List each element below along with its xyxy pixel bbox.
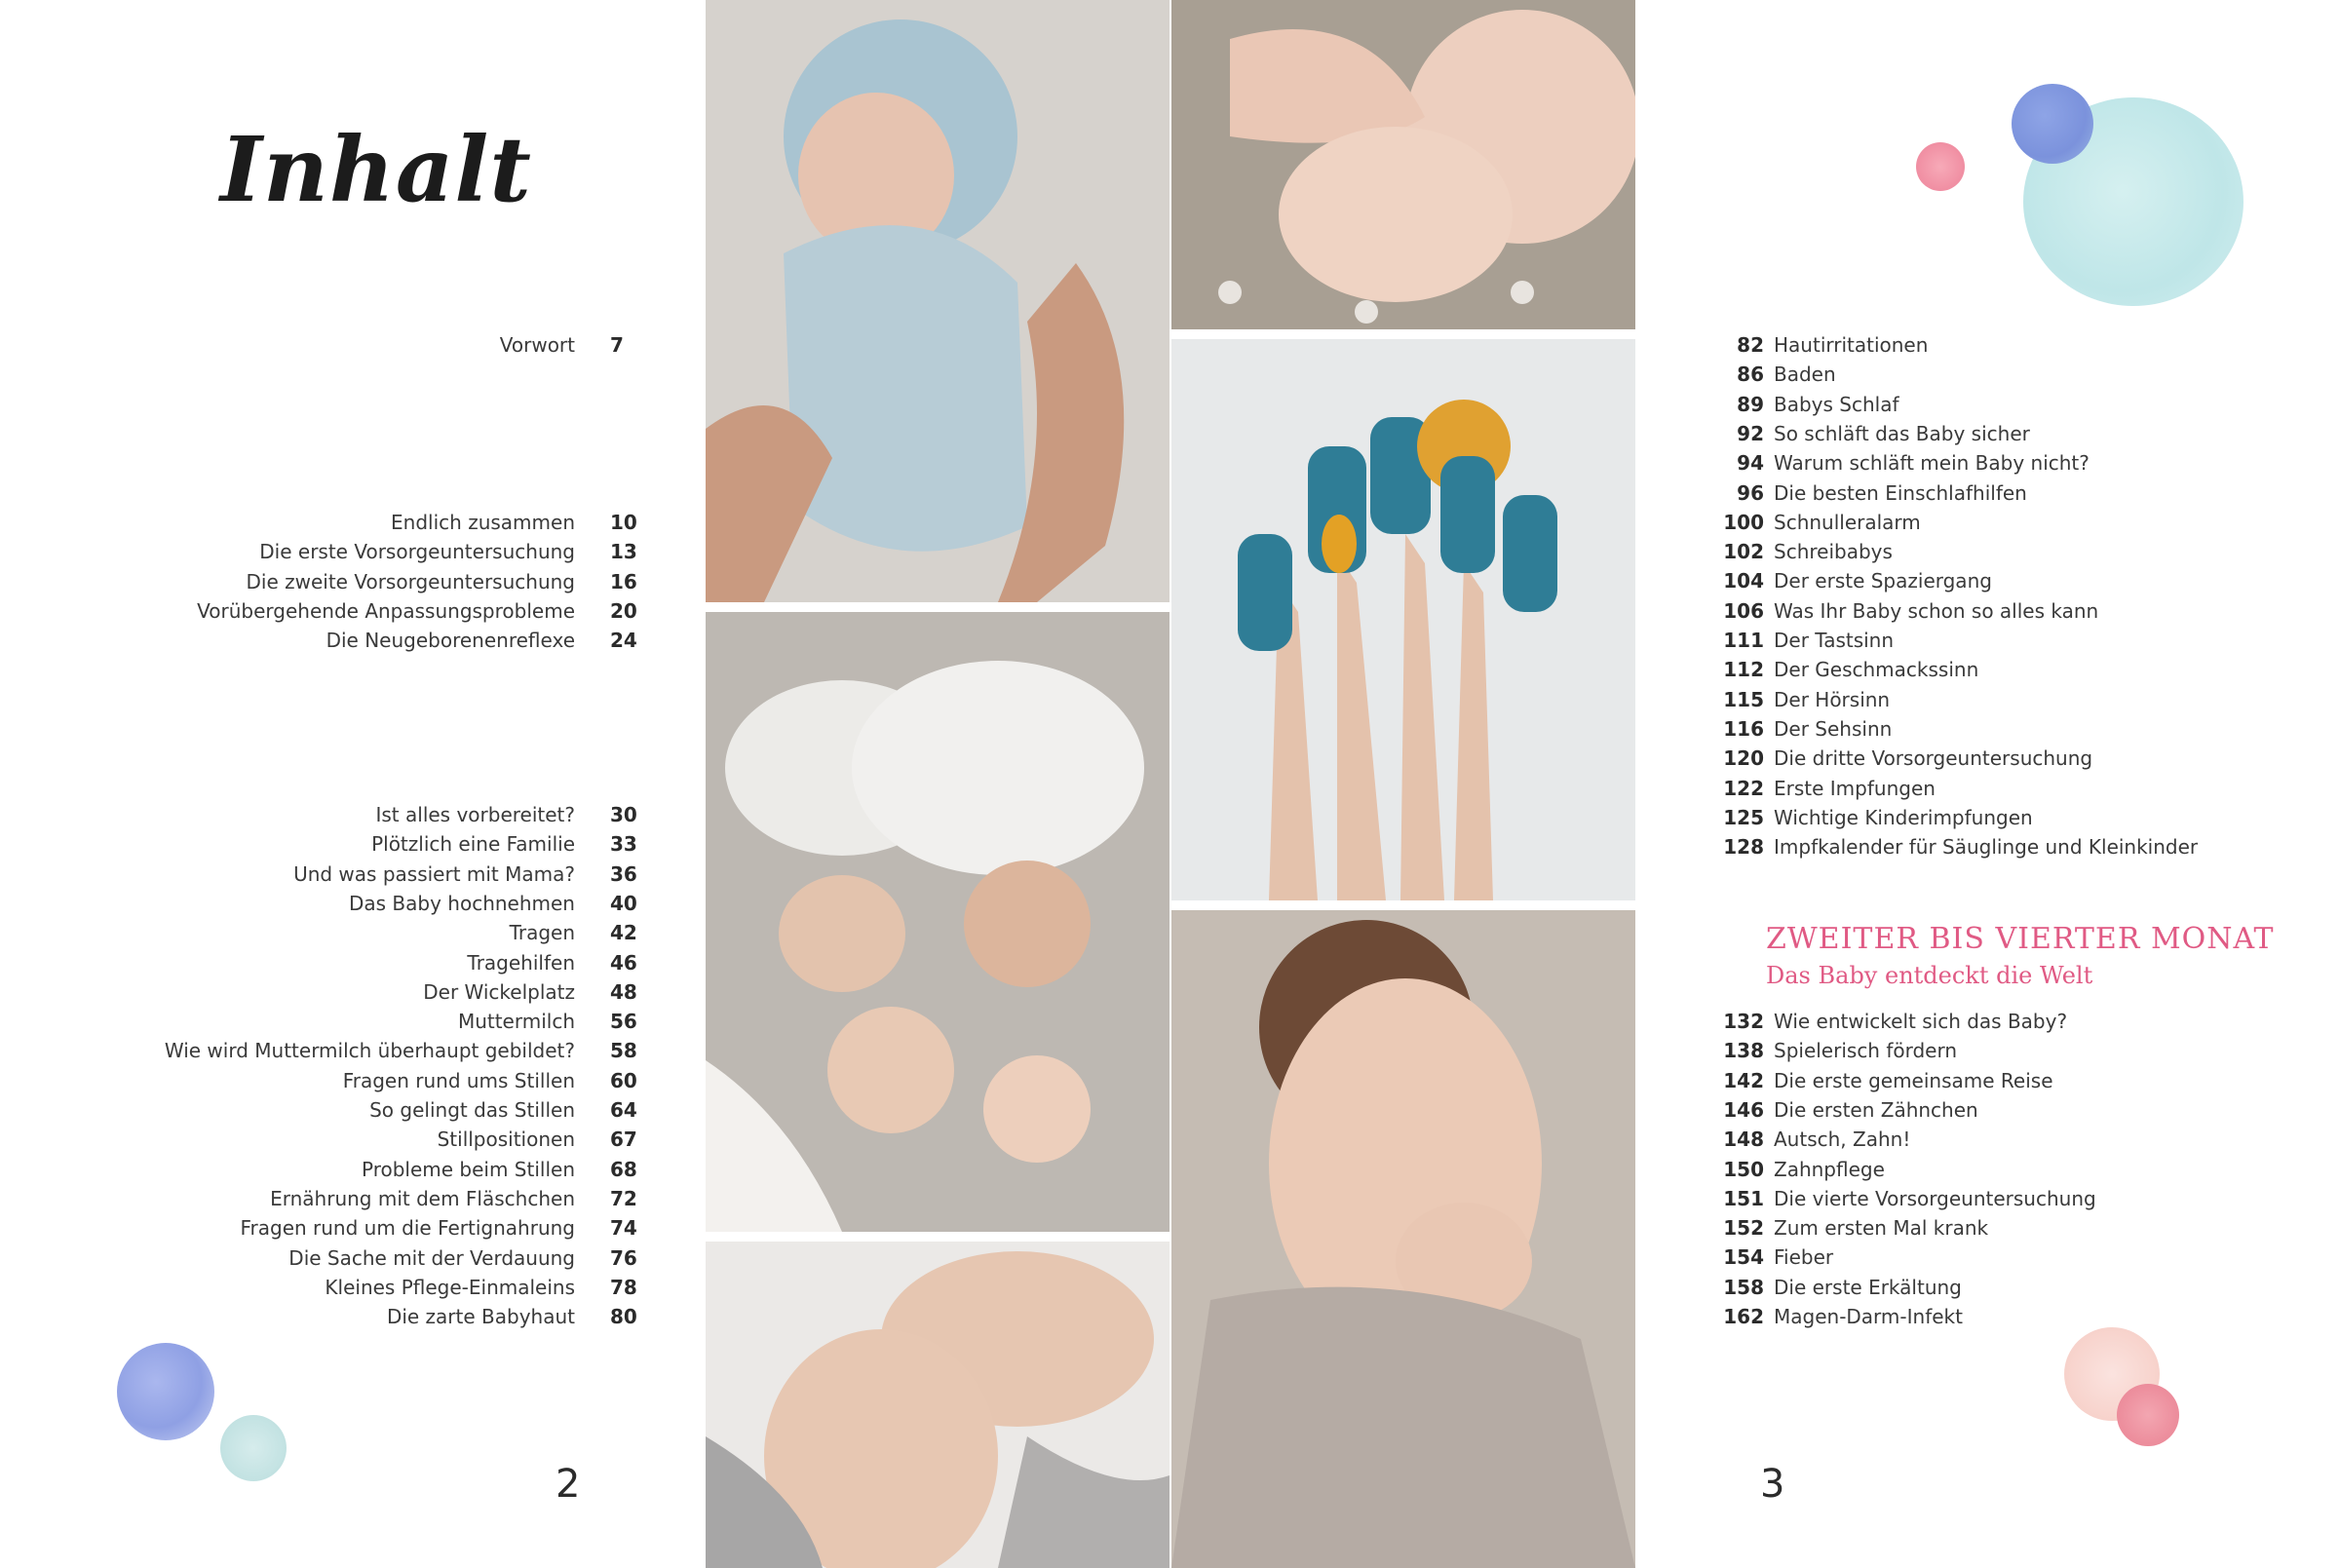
toc-entry-page: 96 [1737,480,1764,505]
toc-entry-title: Schreibabys [1774,540,1893,564]
toc-entry-title: Die Neugeborenenreflexe [326,629,575,653]
toc-entry[interactable] [1657,537,2242,566]
toc-entry[interactable] [1657,744,2242,773]
toc-entry-page: 94 [1737,451,1764,476]
toc-entry[interactable] [1657,714,2242,744]
toc-entry[interactable] [0,1213,663,1243]
toc-entry[interactable] [1657,330,2242,360]
toc-entry-page: 138 [1723,1039,1764,1063]
toc-entry-page: 112 [1723,658,1764,682]
toc-entry-page: 60 [610,1068,637,1092]
toc-entry[interactable] [0,800,663,829]
toc-entry[interactable] [1657,360,2242,389]
toc-entry[interactable] [0,537,663,566]
toc-entry[interactable] [0,1302,663,1331]
toc-entry[interactable] [1657,1213,2242,1243]
toc-entry[interactable] [0,596,663,626]
toc-entry[interactable] [1657,1243,2242,1272]
toc-entry-page: 30 [610,803,637,826]
toc-entry-page: 76 [610,1245,637,1270]
toc-entry-page: 33 [610,832,637,857]
toc-entry-title: Fragen rund ums Stillen [342,1068,575,1092]
toc-entry-title: Die dritte Vorsorgeuntersuchung [1774,746,2093,771]
toc-entry-page: 64 [610,1098,637,1122]
toc-entry-page: 36 [610,861,637,886]
toc-entry-title: Hautirritationen [1774,333,1929,357]
toc-entry-title: Warum schläft mein Baby nicht? [1774,451,2090,476]
toc-entry-title: So schläft das Baby sicher [1774,421,2030,445]
toc-entry[interactable] [1657,1125,2242,1154]
toc-entry-title: Baden [1774,363,1836,387]
toc-entry-title: Zahnpflege [1774,1157,1885,1181]
photo-family-lying-on-floor [706,612,1170,1232]
toc-entry-title: Impfkalender für Säuglinge und Kleinkinder [1774,835,2199,860]
toc-entry-title: Tragen [509,921,575,945]
toc-entry-page: 158 [1723,1275,1764,1299]
toc-entry-title: Die besten Einschlafhilfen [1774,480,2027,505]
toc-entry-page: 67 [610,1128,637,1152]
toc-entry[interactable] [0,1066,663,1095]
toc-entry[interactable] [1657,655,2242,684]
toc-entry-title: Spielerisch fördern [1774,1039,1958,1063]
toc-entry-title: Schnulleralarm [1774,510,1921,534]
toc-entry-title: Der Tastsinn [1774,629,1895,652]
toc-entry-title: Ist alles vorbereitet? [375,803,575,826]
toc-entry[interactable] [1657,626,2242,655]
toc-entry-title: Die vierte Vorsorgeuntersuchung [1774,1186,2096,1210]
toc-entry[interactable] [0,508,663,537]
toc-entry[interactable] [1657,803,2242,832]
toc-entry[interactable] [1657,774,2242,803]
toc-entry-title: Die zweite Vorsorgeuntersuchung [246,569,575,593]
toc-entry[interactable] [0,567,663,596]
toc-entry-title: Die erste Vorsorgeuntersuchung [259,540,575,564]
toc-entry[interactable] [0,330,663,360]
toc-entry[interactable] [1657,478,2242,508]
toc-entry-page: 68 [610,1157,637,1181]
toc-entry[interactable] [0,1155,663,1184]
toc-entry-page: 42 [610,921,637,945]
toc-entry[interactable] [1657,596,2242,626]
toc-entry-title: Erste Impfungen [1774,776,1936,800]
toc-entry-page: 154 [1723,1245,1764,1270]
watercolor-blob-blue-left [117,1343,214,1440]
toc-entry[interactable] [1657,1273,2242,1302]
toc-entry-title: Die zarte Babyhaut [386,1305,575,1329]
watercolor-blob-pink-bottom [2117,1384,2179,1446]
toc-entry[interactable] [1657,1007,2242,1036]
toc-entry-title: Endlich zusammen [391,511,575,534]
toc-entry-title: Muttermilch [457,1010,575,1034]
toc-entry-page: 13 [610,540,637,564]
watercolor-blob-pink-small [1916,142,1965,191]
toc-entry-page: 162 [1723,1305,1764,1328]
toc-entry-title: Fieber [1774,1245,1834,1270]
toc-entry-title: Wichtige Kinderimpfungen [1774,805,2033,829]
toc-entry[interactable] [0,1184,663,1213]
toc-entry[interactable] [0,626,663,655]
toc-entry-page: 78 [610,1275,637,1299]
toc-entry-page: 74 [610,1216,637,1241]
toc-entry[interactable] [1657,1302,2242,1331]
toc-entry-title: Der Geschmackssinn [1774,658,1979,682]
toc-entry[interactable] [0,1243,663,1273]
toc-entry-title: Babys Schlaf [1774,392,1899,416]
toc-entry-page: 111 [1723,629,1764,652]
photo-newborn-in-blanket [706,0,1170,602]
toc-entry-page: 148 [1723,1128,1764,1152]
toc-entry-title: Die erste Erkältung [1774,1275,1962,1299]
toc-entry-title: Ernährung mit dem Fläschchen [270,1186,575,1210]
toc-entry-title: Autsch, Zahn! [1774,1128,1911,1152]
toc-entry-title: Vorwort [499,333,575,357]
toc-entry-page: 40 [610,891,637,915]
toc-entry[interactable] [1657,832,2242,861]
toc-entry-title: Die erste gemeinsame Reise [1774,1068,2053,1092]
toc-entry[interactable] [0,1095,663,1125]
toc-entry-title: Die Sache mit der Verdauung [288,1245,575,1270]
toc-entry-page: 10 [610,511,637,534]
toc-entry-page: 89 [1737,392,1764,416]
toc-entry-title: Der erste Spaziergang [1774,569,1992,593]
toc-entry-page: 72 [610,1186,637,1210]
toc-entry-title: Tragehilfen [467,950,575,975]
toc-entry[interactable] [1657,1184,2242,1213]
watercolor-blob-mint-left [220,1415,287,1481]
toc-entry[interactable] [1657,508,2242,537]
toc-entry-title: Und was passiert mit Mama? [293,861,575,886]
toc-entry[interactable] [1657,390,2242,419]
toc-entry-title: Der Hörsinn [1774,687,1891,711]
toc-entry[interactable] [1657,1095,2242,1125]
toc-entry-page: 122 [1723,776,1764,800]
toc-entry-title: Vorübergehende Anpassungsprobleme [197,598,575,623]
watercolor-blob-blue-top [2012,84,2093,164]
toc-entry-page: 106 [1723,598,1764,623]
toc-entry-page: 125 [1723,805,1764,829]
toc-entry-title: Fragen rund um die Fertignahrung [240,1216,575,1241]
photo-baby-massage [1171,0,1635,329]
toc-entry-page: 128 [1723,835,1764,860]
toc-entry-page: 82 [1737,333,1764,357]
toc-entry-page: 20 [610,598,637,623]
page-number-left: 2 [556,1462,581,1507]
toc-entry-page: 116 [1723,716,1764,741]
toc-entry-page: 80 [610,1305,637,1329]
toc-entry-page: 120 [1723,746,1764,771]
toc-entry[interactable] [0,948,663,977]
toc-entry-page: 152 [1723,1216,1764,1241]
toc-entry-page: 48 [610,979,637,1004]
toc-entry-page: 24 [610,629,637,653]
toc-entry-title: Wie entwickelt sich das Baby? [1774,1010,2068,1033]
photo-finger-puppets [1171,339,1635,900]
toc-entry[interactable] [0,860,663,889]
toc-entry-title: Magen-Darm-Infekt [1774,1305,1963,1328]
toc-entry-title: Zum ersten Mal krank [1774,1216,1989,1241]
toc-entry-title: Die ersten Zähnchen [1774,1097,1978,1122]
toc-entry-page: 104 [1723,569,1764,593]
photo-mother-hugging-baby [706,1242,1170,1568]
toc-entry-page: 7 [610,333,624,357]
toc-entry-page: 132 [1723,1010,1764,1033]
toc-entry-title: Plötzlich eine Familie [371,832,575,857]
toc-entry-page: 56 [610,1010,637,1034]
page-number-right: 3 [1760,1462,1785,1507]
toc-entry-title: Was Ihr Baby schon so alles kann [1774,598,2099,623]
toc-entry[interactable] [1657,1066,2242,1095]
toc-entry-page: 115 [1723,687,1764,711]
toc-entry-title: Stillpositionen [437,1128,575,1152]
toc-entry-title: Das Baby hochnehmen [348,891,575,915]
toc-entry[interactable] [0,829,663,859]
toc-entry[interactable] [0,918,663,947]
toc-entry[interactable] [1657,419,2242,448]
toc-entry-title: Der Sehsinn [1774,716,1893,741]
toc-entry-page: 146 [1723,1097,1764,1122]
toc-entry-page: 100 [1723,510,1764,534]
toc-entry[interactable] [0,977,663,1007]
toc-entry-page: 102 [1723,540,1764,564]
section-heading: ZWEITER BIS VIERTER MONAT [1766,922,2275,956]
toc-entry-page: 58 [610,1039,637,1063]
toc-entry[interactable] [1657,566,2242,595]
toc-entry-title: Kleines Pflege-Einmaleins [325,1275,575,1299]
toc-entry-title: Probleme beim Stillen [361,1157,575,1181]
toc-entry-page: 86 [1737,363,1764,387]
toc-entry[interactable] [1657,685,2242,714]
toc-entry-page: 150 [1723,1157,1764,1181]
toc-entry-page: 142 [1723,1068,1764,1092]
toc-entry[interactable] [0,1007,663,1036]
toc-entry[interactable] [1657,1036,2242,1065]
toc-entry-page: 46 [610,950,637,975]
section-subheading: Das Baby entdeckt die Welt [1766,962,2093,989]
toc-entry[interactable] [1657,1155,2242,1184]
toc-entry-title: Der Wickelplatz [423,979,575,1004]
toc-entry-page: 92 [1737,421,1764,445]
page-title: Inhalt [220,117,532,222]
toc-entry[interactable] [1657,448,2242,478]
photo-breastfeeding [1171,910,1635,1568]
toc-entry[interactable] [0,889,663,918]
toc-entry-title: Wie wird Muttermilch überhaupt gebildet? [164,1039,575,1063]
toc-entry[interactable] [0,1273,663,1302]
toc-entry[interactable] [0,1125,663,1154]
toc-entry-title: So gelingt das Stillen [369,1098,575,1122]
toc-entry-page: 151 [1723,1186,1764,1210]
toc-entry[interactable] [0,1036,663,1065]
toc-entry-page: 16 [610,569,637,593]
